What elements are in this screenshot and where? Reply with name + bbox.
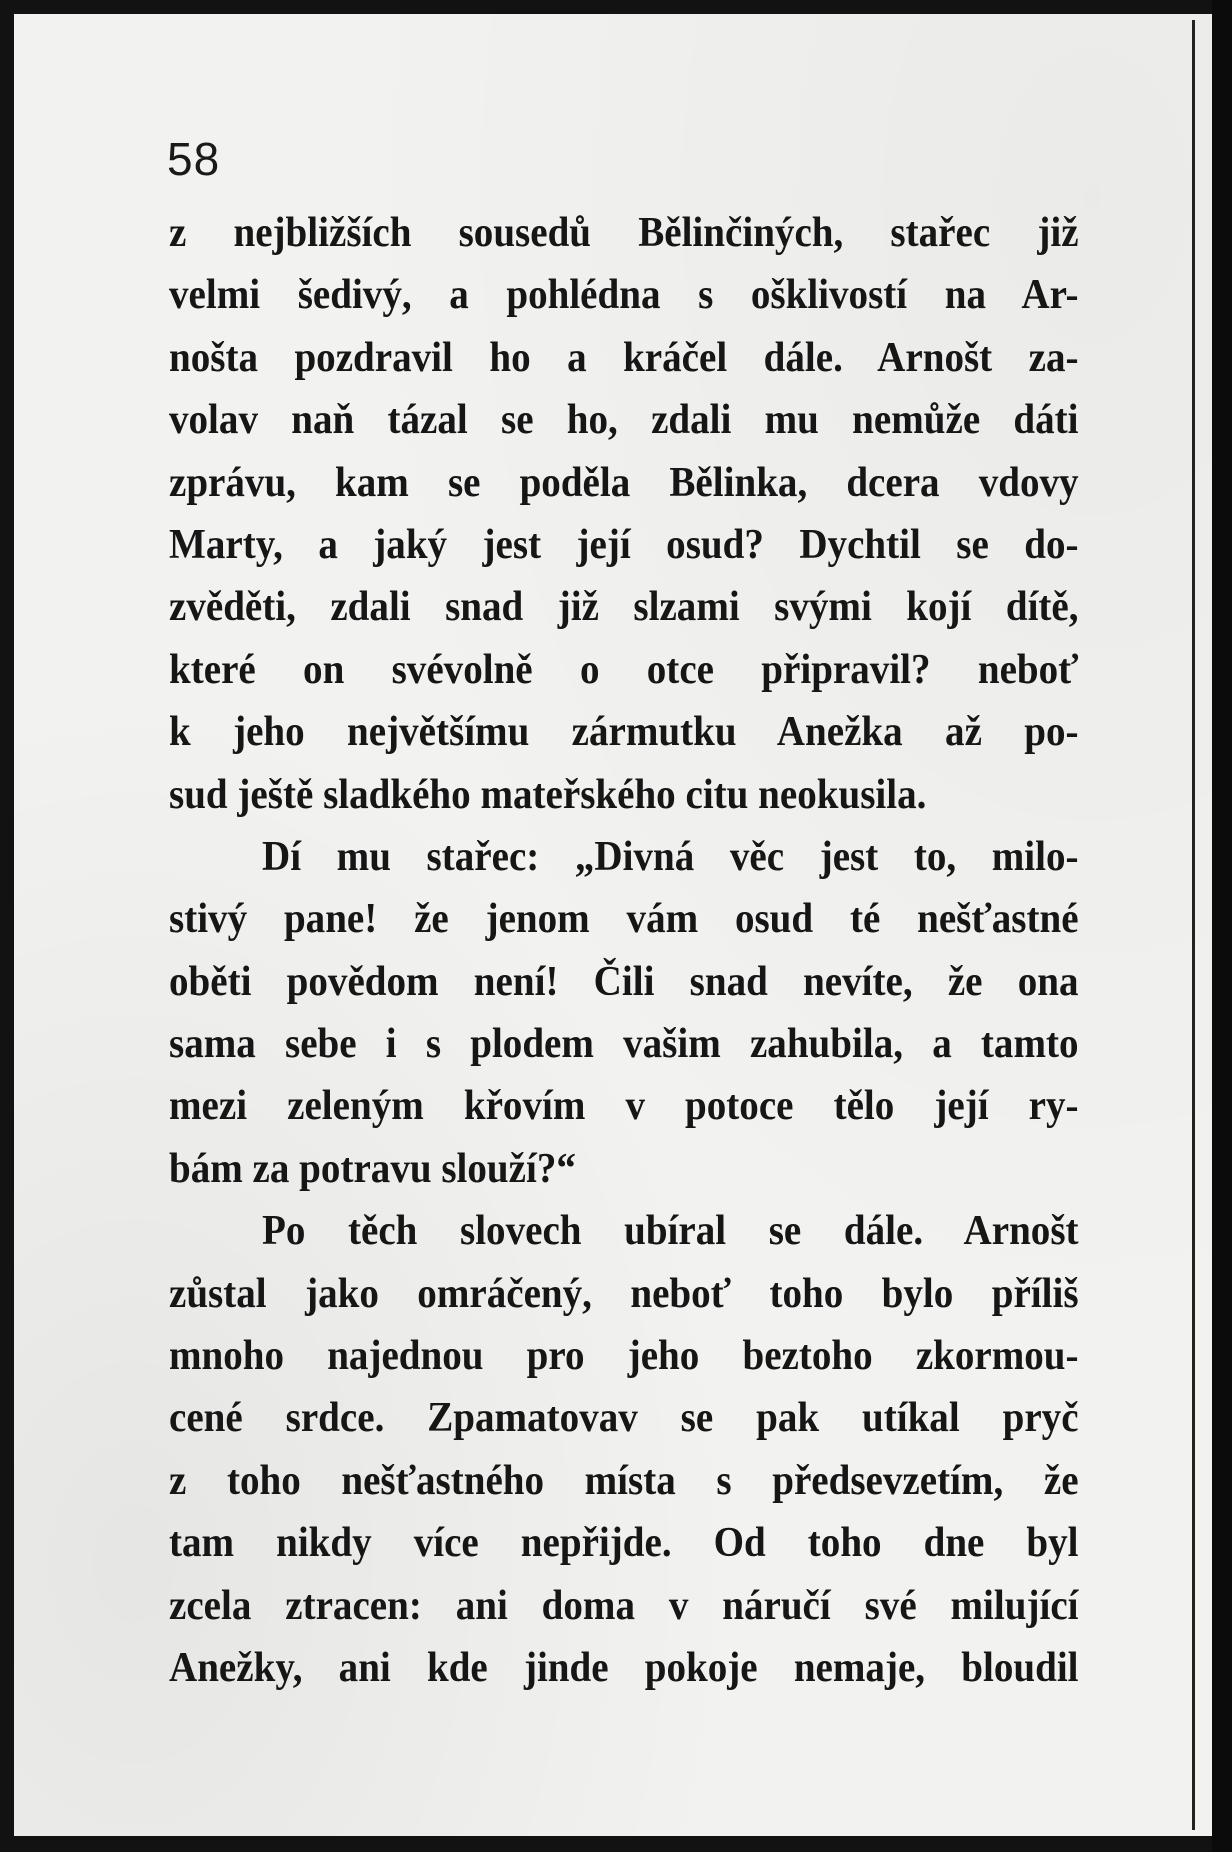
page-number: 58 bbox=[167, 133, 221, 185]
book-page bbox=[14, 14, 1212, 1836]
text-line: zvěděti, zdali snad již slzami svými kojí dítě, bbox=[169, 584, 1079, 631]
text-line: mnoho najednou pro jeho beztoho zkormou- bbox=[169, 1333, 1079, 1380]
text-line: Marty, a jaký jest její osud? Dychtil se do- bbox=[169, 521, 1079, 568]
text-line: volav naň tázal se ho, zdali mu nemůže dáti bbox=[169, 397, 1079, 444]
text-line: Anežky, ani kde jinde pokoje nemaje, bloudil bbox=[169, 1644, 1079, 1691]
text-line: které on svévolně o otce připravil? neboť bbox=[169, 646, 1079, 693]
text-line: sama sebe i s plodem vašim zahubila, a tamto bbox=[169, 1021, 1079, 1068]
text-line: zprávu, kam se poděla Bělinka, dcera vdovy bbox=[169, 459, 1079, 506]
text-line: tam nikdy více nepřijde. Od toho dne byl bbox=[169, 1520, 1079, 1567]
text-line: z nejbližších sousedů Bělinčiných, stařec již bbox=[169, 210, 1079, 256]
text-line: sud ještě sladkého mateřského citu neokusila. bbox=[169, 771, 927, 818]
text-line: zcela ztracen: ani doma v náručí své milující bbox=[169, 1582, 1079, 1629]
page-edge-shadow bbox=[1192, 20, 1195, 1830]
text-line: k jeho největšímu zármutku Anežka až po- bbox=[169, 709, 1079, 756]
body-text bbox=[169, 202, 1079, 1699]
text-line: Po těch slovech ubíral se dále. Arnošt bbox=[262, 1208, 1079, 1255]
text-line: stivý pane! že jenom vám osud té nešťastné bbox=[169, 896, 1079, 943]
text-line: zůstal jako omráčený, neboť toho bylo příliš bbox=[169, 1270, 1079, 1317]
text-line: mezi zeleným křovím v potoce tělo její ry- bbox=[169, 1083, 1079, 1130]
text-line: bám za potravu slouží?“ bbox=[169, 1145, 576, 1192]
text-line: nošta pozdravil ho a kráčel dále. Arnošt za- bbox=[169, 334, 1079, 381]
scan-border-right bbox=[1212, 0, 1232, 1852]
text-line: velmi šedivý, a pohlédna s ošklivostí na Ar- bbox=[169, 272, 1079, 319]
text-line: Dí mu stařec: „Divná věc jest to, milo- bbox=[262, 833, 1079, 880]
text-line: z toho nešťastného místa s předsevzetím, že bbox=[169, 1457, 1079, 1504]
text-line: cené srdce. Zpamatovav se pak utíkal pryč bbox=[169, 1395, 1079, 1442]
text-line: oběti povědom není! Čili snad nevíte, že ona bbox=[169, 958, 1079, 1005]
